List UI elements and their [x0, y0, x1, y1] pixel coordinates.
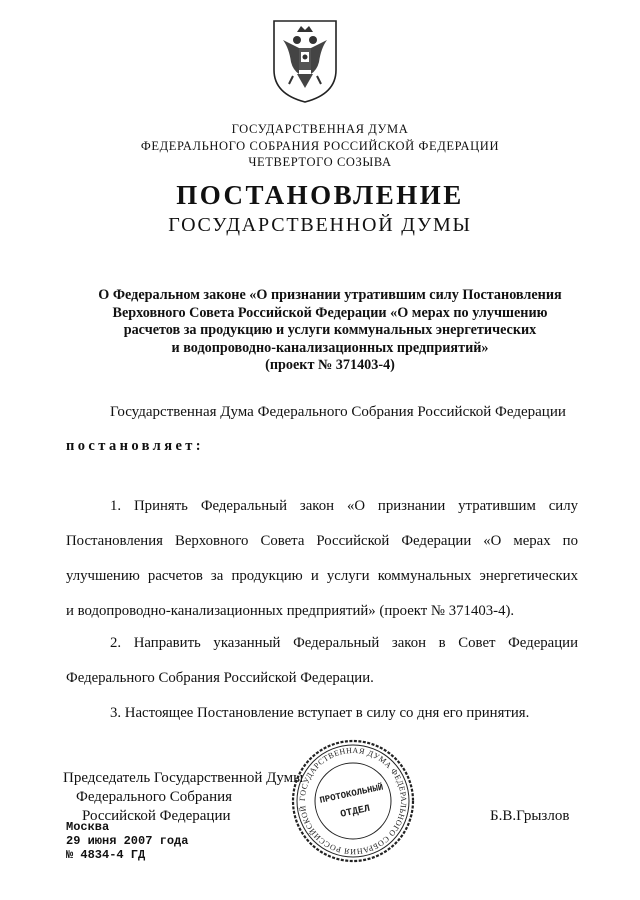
resolution-item-2	[66, 626, 578, 696]
bill-number: (проект № 371403-4)	[265, 357, 395, 373]
resolution-item-1	[66, 489, 578, 629]
signatory-position-2	[76, 788, 232, 808]
official-stamp	[290, 738, 416, 864]
resolution-item-3	[66, 696, 578, 731]
stamp-center-line-2: ОТДЕЛ	[339, 803, 372, 821]
position-line: Федерального Собрания	[76, 789, 233, 805]
item-line: 3. Настоящее Постановление вступает в силу со дня его принятия.	[110, 705, 530, 721]
stamp-seal-icon	[290, 738, 416, 864]
date: 29 июня 2007 года	[66, 834, 189, 848]
place: Москва	[66, 820, 110, 834]
resolution-subject	[60, 287, 600, 375]
org-line-2: ФЕДЕРАЛЬНОГО СОБРАНИЯ РОССИЙСКОЙ ФЕДЕРАЦИИ	[140, 139, 500, 153]
stamp-center-line-1: ПРОТОКОЛЬНЫЙ	[318, 782, 385, 806]
stamp-ring-text: ГОСУДАРСТВЕННАЯ ДУМА ФЕДЕРАЛЬНОГО СОБРАНИЯ РОССИЙСКОЙ	[297, 745, 409, 857]
subject-line: Верховного Совета Российской Федерации «О мерах по улучшению	[112, 304, 548, 321]
item-line: 1. Принять Федеральный закон «О признании утратившим силу	[110, 498, 578, 514]
subject-line: и водопроводно-канализационных предприятий»	[171, 339, 489, 356]
org-line-1: ГОСУДАРСТВЕННАЯ ДУМА	[231, 122, 409, 136]
preamble: Государственная Дума Федерального Собрания Российской Федерации	[110, 404, 566, 420]
item-line: и водопроводно-канализационных предприятий» (проект № 371403-4).	[66, 603, 515, 619]
registration-number: № 4834-4 ГД	[66, 848, 146, 862]
resolves-heading: постановляет:	[66, 438, 205, 454]
item-line: 2. Направить указанный Федеральный закон в Совет Федерации	[110, 635, 578, 651]
document-meta	[66, 820, 188, 862]
document-subtitle: ГОСУДАРСТВЕННОЙ ДУМЫ	[168, 214, 472, 236]
signatory-position	[63, 769, 303, 789]
org-line-3: ЧЕТВЕРТОГО СОЗЫВА	[248, 155, 392, 169]
subject-line: О Федеральном законе «О признании утратившим силу Постановления	[98, 287, 562, 303]
item-line: улучшению расчетов за продукцию и услуги коммунальных энергетических	[66, 568, 578, 584]
position-line: Председатель Государственной Думы	[63, 770, 304, 786]
item-line: Федерального Собрания Российской Федерации.	[66, 670, 374, 686]
position-line: Российской Федерации	[82, 808, 231, 824]
russian-coat-of-arms-icon	[271, 18, 339, 104]
document-title: ПОСТАНОВЛЕНИЕ	[176, 180, 464, 210]
item-line: Постановления Верховного Совета Российской Федерации «О мерах по	[66, 533, 578, 549]
subject-line: расчетов за продукцию и услуги коммунальных энергетических	[123, 322, 537, 338]
signatory-name: Б.В.Грызлов	[490, 808, 570, 824]
coat-of-arms-emblem	[271, 18, 339, 104]
